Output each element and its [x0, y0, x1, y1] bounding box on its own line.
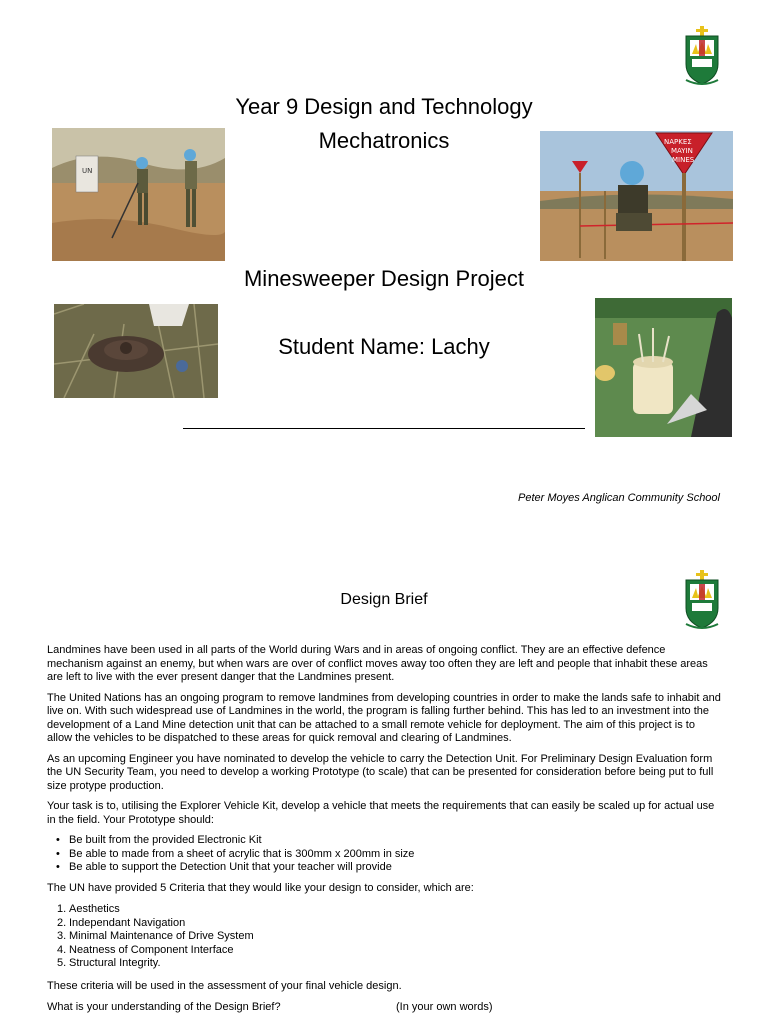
page-title: Year 9 Design and Technology: [235, 94, 533, 119]
list-item: [57, 916, 722, 931]
criteria-text: Independant Navigation: [69, 916, 186, 929]
design-brief-heading: Design Brief: [340, 591, 428, 608]
brief-paragraph: As an upcoming Engineer you have nominated to develop the vehicle to carry the Detection Unit. For Preliminary Design Evaluation form the UN Security Team, you need to develop a working Prototype (to scale) that can be presented for consideration before being put to full size protype production.: [47, 752, 714, 792]
criteria-intro: The UN have provided 5 Criteria that they would like your design to consider, which are:: [47, 881, 474, 894]
list-item: • Be able to made from a sheet of acrylic that is 300mm x 200mm in size: [69, 848, 722, 862]
page-subtitle: Mechatronics: [318, 128, 450, 153]
project-title: Minesweeper Design Project: [243, 266, 525, 291]
school-name: Peter Moyes Anglican Community School: [518, 492, 720, 504]
criteria-number: 5.: [57, 957, 67, 969]
criteria-text: Minimal Maintenance of Drive System: [69, 930, 254, 942]
list-item: [57, 903, 722, 917]
assessment-note: These criteria will be used in the assessment of your final vehicle design.: [47, 979, 402, 992]
list-item: [57, 930, 722, 944]
school-crest-icon-2: [682, 570, 722, 632]
un-post-text: UN: [82, 167, 93, 175]
mines-sign-text-2: MAYIN: [671, 147, 693, 155]
brief-body: [47, 644, 722, 1015]
brief-paragraph: Your task is to, utilising the Explorer Vehicle Kit, develop a vehicle that meets the requirements that can easily be scaled up for actual use in the field. Your Prototype should:: [47, 800, 715, 826]
deminers-photo: [52, 128, 225, 261]
mines-sign-text-3: MINES: [672, 156, 695, 164]
criteria-number: 3.: [57, 930, 67, 942]
criteria-number: 4.: [57, 943, 67, 956]
mines-sign-photo: [540, 131, 733, 261]
signature-line: [183, 428, 585, 429]
question-text: What is your understanding of the Design Brief?: [47, 1001, 281, 1013]
criteria-list: [47, 903, 722, 971]
criteria-text: Aesthetics: [69, 903, 120, 915]
mines-sign-text-1: ΝΑΡΚΕΣ: [664, 138, 692, 146]
brief-paragraph: The United Nations has an ongoing program to remove landmines from developing countries in order to make the lands safe to inhabit and live on. With such widespread use of Landmines in the world, the program is falling further behind. This has led to an investment into the development of a Land Mine detection unit that can be attached to a small remote vehicle for deployment. The aim of this project is to allow the vehicles to be dispatched to these areas for quick removal and clearing of Landmines.: [47, 691, 721, 744]
requirements-list: [47, 834, 722, 875]
list-item: [57, 943, 722, 958]
criteria-text: Structural Integrity.: [69, 957, 161, 969]
question-note: (In your own words): [396, 1001, 493, 1013]
criteria-text: Neatness of Component Interface: [69, 943, 234, 956]
list-item: [57, 957, 722, 971]
brief-paragraph: Landmines have been used in all parts of the World during Wars and in areas of ongoing conflict. They are an effective defence mechanism against an enemy, but when wars are over of conflict moves away too often they are left and people that inhabit these areas are left to live with the ever present danger that the Landmines present.: [47, 644, 708, 683]
list-item: • Be built from the provided Electronic Kit: [69, 834, 722, 848]
mines-display-photo: [595, 298, 732, 437]
criteria-number: 1.: [57, 903, 67, 915]
question-row: [47, 1001, 722, 1015]
criteria-number: 2.: [57, 916, 67, 929]
school-crest-icon: [682, 26, 722, 88]
student-name: Student Name: Lachy: [278, 334, 490, 359]
list-item: • Be able to support the Detection Unit that your teacher will provide: [69, 861, 722, 875]
